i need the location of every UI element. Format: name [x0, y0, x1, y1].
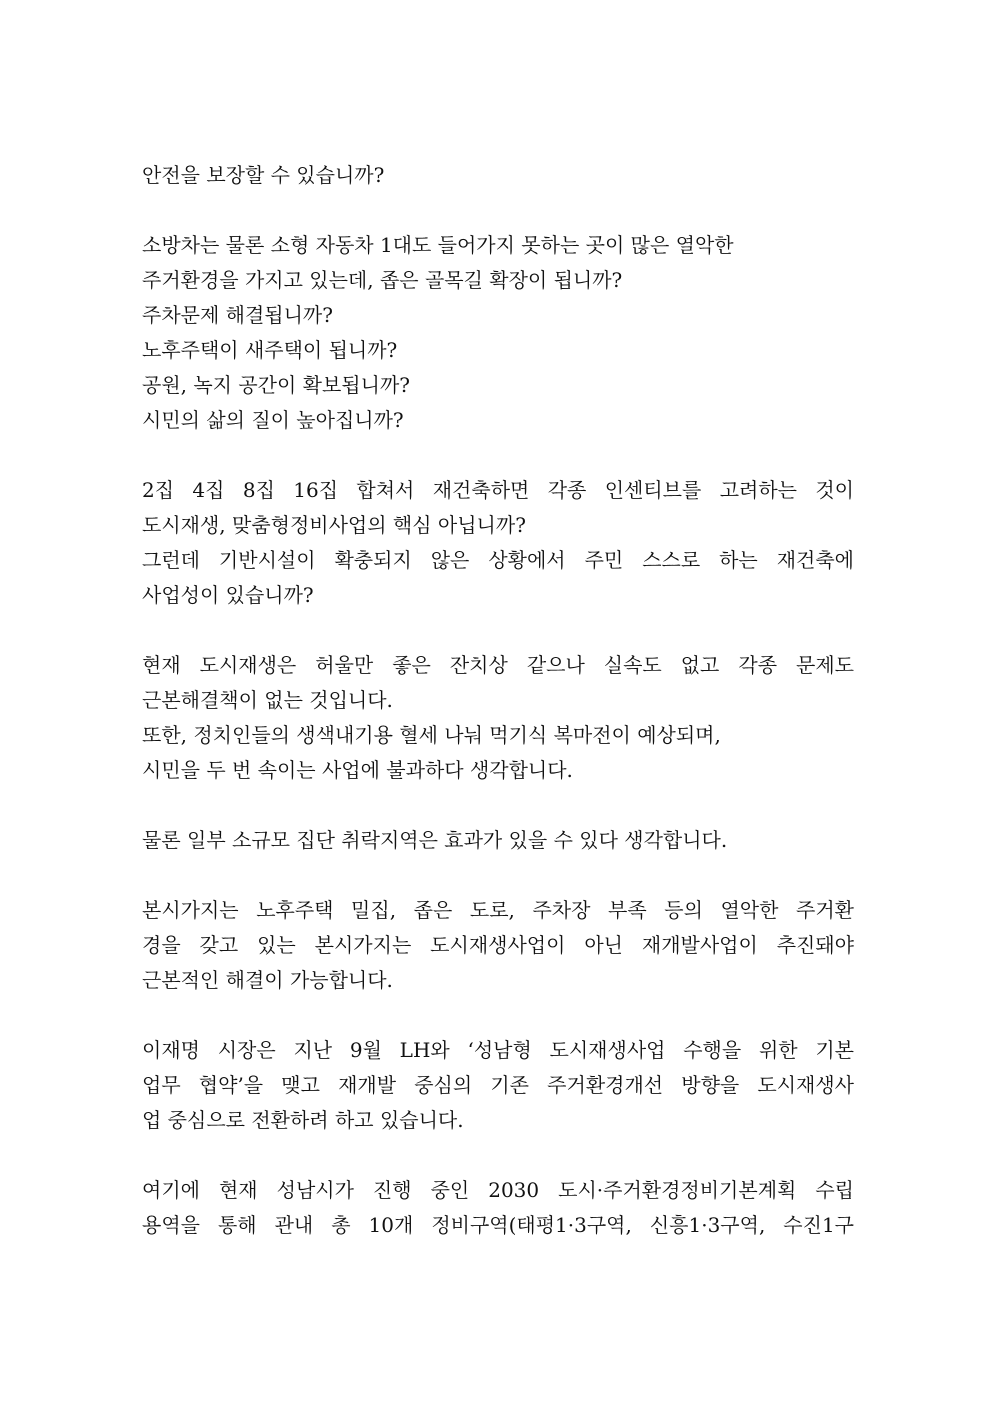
- paragraph: [142, 1033, 854, 1138]
- text-line: 근본적인 해결이 가능합니다.: [142, 968, 393, 992]
- paragraph: [142, 158, 854, 193]
- paragraph: [142, 893, 854, 998]
- text-line: 공원, 녹지 공간이 확보됩니까?: [142, 373, 410, 397]
- text-line: 경을 갖고 있는 본시가지는 도시재생사업이 아닌 재개발사업이 추진돼야: [142, 933, 854, 957]
- text-line: 소방차는 물론 소형 자동차 1대도 들어가지 못하는 곳이 많은 열악한: [142, 233, 734, 257]
- text-line: 시민을 두 번 속이는 사업에 불과하다 생각합니다.: [142, 758, 573, 782]
- text-line: 주거환경을 가지고 있는데, 좁은 골목길 확장이 됩니까?: [142, 268, 623, 292]
- text-line: 사업성이 있습니까?: [142, 583, 314, 607]
- text-line: 노후주택이 새주택이 됩니까?: [142, 338, 398, 362]
- text-line: 업무 협약’을 맺고 재개발 중심의 기존 주거환경개선 방향을 도시재생사: [142, 1073, 854, 1097]
- text-line: 근본해결책이 없는 것입니다.: [142, 688, 393, 712]
- text-line: 업 중심으로 전환하려 하고 있습니다.: [142, 1108, 464, 1132]
- paragraph: [142, 228, 854, 438]
- text-line: 본시가지는 노후주택 밀집, 좁은 도로, 주차장 부족 등의 열악한 주거환: [142, 898, 854, 922]
- text-line: 안전을 보장할 수 있습니까?: [142, 163, 385, 187]
- text-line: 물론 일부 소규모 집단 취락지역은 효과가 있을 수 있다 생각합니다.: [142, 828, 728, 852]
- document-body: [142, 158, 854, 1278]
- text-line: 용역을 통해 관내 총 10개 정비구역(태평1·3구역, 신흥1·3구역, 수진1구: [142, 1213, 854, 1237]
- text-line: 주차문제 해결됩니까?: [142, 303, 333, 327]
- text-line: 이재명 시장은 지난 9월 LH와 ‘성남형 도시재생사업 수행을 위한 기본: [142, 1038, 854, 1062]
- paragraph: [142, 473, 854, 613]
- text-line: 그런데 기반시설이 확충되지 않은 상황에서 주민 스스로 하는 재건축에: [142, 548, 854, 572]
- text-line: 또한, 정치인들의 생색내기용 혈세 나눠 먹기식 복마전이 예상되며,: [142, 723, 721, 747]
- text-line: 시민의 삶의 질이 높아집니까?: [142, 408, 404, 432]
- paragraph: [142, 1173, 854, 1243]
- text-line: 여기에 현재 성남시가 진행 중인 2030 도시·주거환경정비기본계획 수립: [142, 1178, 854, 1202]
- text-line: 현재 도시재생은 허울만 좋은 잔치상 같으나 실속도 없고 각종 문제도: [142, 653, 854, 677]
- text-line: 도시재생, 맞춤형정비사업의 핵심 아닙니까?: [142, 513, 526, 537]
- paragraph: [142, 648, 854, 788]
- paragraph: [142, 823, 854, 858]
- text-line: 2집 4집 8집 16집 합쳐서 재건축하면 각종 인센티브를 고려하는 것이: [142, 478, 854, 502]
